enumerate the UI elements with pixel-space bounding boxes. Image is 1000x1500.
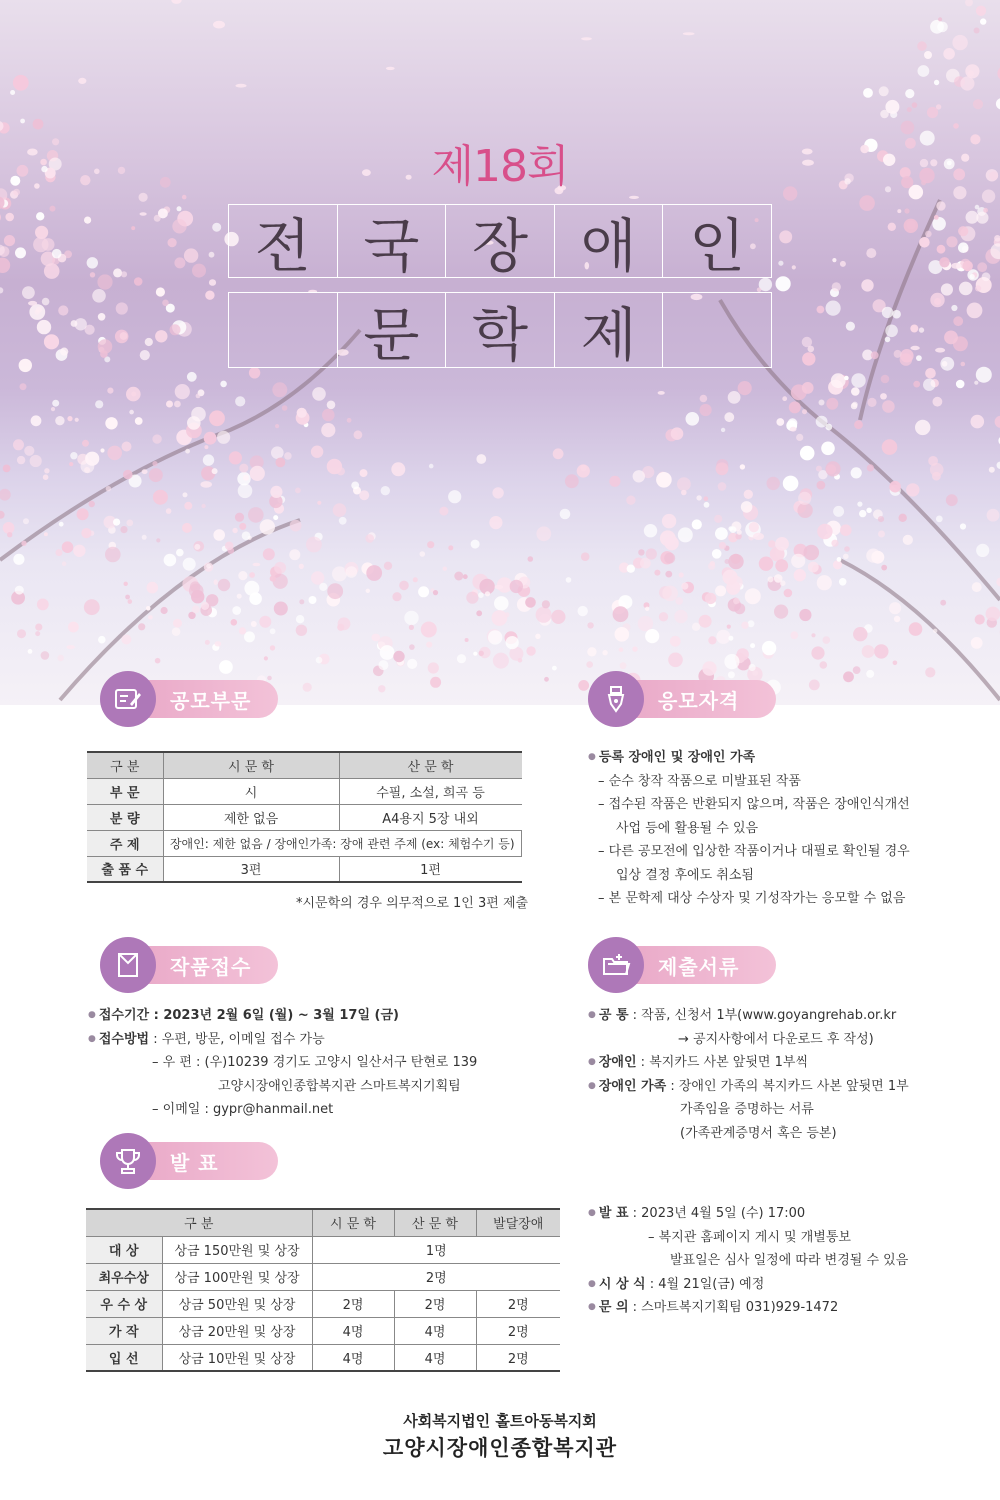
row-label: 가 작 — [86, 1317, 162, 1344]
list-item: – 접수된 작품은 반환되지 않으며, 작품은 장애인식개선 — [598, 797, 910, 812]
column-header: 발달장애 — [476, 1209, 560, 1236]
eligibility-list — [588, 746, 910, 911]
row-label: 입 선 — [86, 1344, 162, 1371]
submission-period — [88, 1004, 477, 1028]
row-label: 출 품 수 — [87, 856, 163, 882]
table-cell: 수필, 소설, 희곡 등 — [339, 778, 522, 804]
section-header-submission — [100, 940, 280, 990]
table-cell: 2명 — [394, 1290, 476, 1317]
item-label: 시 상 식 — [598, 1276, 646, 1292]
item-label: 접수기간 — [98, 1008, 150, 1023]
folder-icon — [588, 937, 644, 993]
announce-ceremony — [588, 1273, 908, 1297]
table-cell: 상금 100만원 및 상장 — [162, 1263, 312, 1290]
hero-banner — [0, 0, 1000, 705]
item-value: 가족임을 증명하는 서류 — [680, 1102, 814, 1117]
submission-method — [88, 1028, 477, 1052]
item-value: : 장애인 가족의 복지카드 사본 앞뒷면 1부 — [666, 1078, 909, 1094]
table-cell: 1편 — [339, 856, 522, 882]
award-table — [86, 1208, 560, 1372]
row-label: 최우수상 — [86, 1263, 162, 1290]
list-item: 입상 결정 후에도 취소됨 — [616, 867, 754, 883]
submission-details — [88, 1004, 477, 1122]
item-label: 접수방법 — [98, 1031, 150, 1047]
item-value: : 스마트복지기획팀 031)929-1472 — [628, 1300, 839, 1315]
doc-common — [588, 1004, 909, 1028]
row-label: 주 제 — [87, 830, 163, 856]
section-header-announcement — [100, 1136, 280, 1186]
row-label: 부 문 — [87, 778, 163, 804]
row-label: 우 수 상 — [86, 1290, 162, 1317]
doc-disabled — [588, 1051, 909, 1075]
title-char — [228, 292, 337, 368]
table-cell: 4명 — [312, 1317, 394, 1344]
document-pen-icon — [100, 671, 156, 727]
trophy-icon — [100, 1133, 156, 1189]
table-header-row — [87, 752, 522, 778]
item-value: : 복지카드 사본 앞뒷면 1부씩 — [636, 1055, 808, 1070]
title-char — [662, 292, 772, 368]
list-item: 사업 등에 활용될 수 있음 — [616, 820, 759, 836]
table-cell: 상금 50만원 및 상장 — [162, 1290, 312, 1317]
section-title: 공모부문 — [170, 688, 252, 713]
item-value: : 우편, 방문, 이메일 접수 가능 — [149, 1031, 325, 1047]
column-header: 구 분 — [86, 1209, 312, 1236]
doc-family — [588, 1075, 909, 1099]
row-label: 분 량 — [87, 804, 163, 830]
table-cell: 3편 — [163, 856, 339, 882]
item-value: → 공지사항에서 다운로드 후 작성) — [678, 1031, 874, 1047]
title-char: 학 — [445, 292, 554, 368]
table-row — [86, 1263, 560, 1290]
item-value: : 2023년 4월 5일 (수) 17:00 — [628, 1206, 806, 1221]
title-char: 제 — [554, 292, 663, 368]
section-header-categories — [100, 674, 280, 724]
announce-date — [588, 1202, 908, 1226]
section-title: 응모자격 — [658, 688, 740, 713]
table-cell: 시 — [163, 778, 339, 804]
section-title: 작품접수 — [170, 954, 252, 979]
fountain-pen-icon — [588, 671, 644, 727]
row-label: 대 상 — [86, 1236, 162, 1263]
column-header: 산 문 학 — [394, 1209, 476, 1236]
table-cell: 2명 — [312, 1290, 394, 1317]
table-cell: 상금 10만원 및 상장 — [162, 1344, 312, 1371]
table-row — [87, 804, 522, 830]
section-title: 발 표 — [170, 1150, 219, 1175]
table-cell: 4명 — [312, 1344, 394, 1371]
envelope-icon — [100, 937, 156, 993]
table-row — [86, 1236, 560, 1263]
table-row — [87, 830, 522, 856]
item-value: : 4월 21일(금) 예정 — [645, 1276, 765, 1292]
eligibility-head: ● 등록 장애인 및 장애인 가족 — [588, 746, 910, 770]
item-value: (가족관계증명서 혹은 등본) — [680, 1125, 837, 1141]
table-row — [86, 1317, 560, 1344]
announcement-details — [588, 1202, 908, 1320]
announce-contact — [588, 1296, 908, 1320]
edition-label: 제18회 — [431, 141, 569, 192]
organizer-name: 고양시장애인종합복지관 — [382, 1436, 618, 1460]
table-row — [87, 778, 522, 804]
email-line: – 이메일 : gypr@hanmail.net — [152, 1102, 334, 1117]
title-char: 장 — [445, 204, 554, 278]
title-row-2 — [228, 292, 772, 368]
organizer-parent: 사회복지법인 홀트아동복지회 — [403, 1412, 597, 1430]
item-label: 장애인 가족 — [598, 1078, 667, 1094]
column-header: 구 분 — [87, 752, 163, 778]
documents-details — [588, 1004, 909, 1145]
table-cell: 상금 20만원 및 상장 — [162, 1317, 312, 1344]
table-cell: 2명 — [312, 1263, 560, 1290]
table-cell: 장애인: 제한 없음 / 장애인가족: 장애 관련 주제 (ex: 체험수기 등) — [163, 830, 522, 856]
table-cell: 4명 — [394, 1344, 476, 1371]
list-item: – 본 문학제 대상 수상자 및 기성작가는 응모할 수 없음 — [598, 891, 906, 906]
section-header-documents — [588, 940, 778, 990]
list-item: – 다른 공모전에 입상한 작품이거나 대필로 확인될 경우 — [598, 844, 910, 859]
column-header: 시 문 학 — [163, 752, 339, 778]
list-item: – 순수 창작 작품으로 미발표된 작품 — [598, 773, 801, 789]
column-header: 산 문 학 — [339, 752, 522, 778]
table-cell: 2명 — [476, 1344, 560, 1371]
title-row-1 — [228, 204, 772, 278]
item-value: 발표일은 심사 일정에 따라 변경될 수 있음 — [670, 1253, 909, 1268]
item-value: : 2023년 2월 6일 (월) ~ 3월 17일 (금) — [149, 1008, 399, 1023]
item-label: 장애인 — [598, 1055, 637, 1070]
table-cell: 상금 150만원 및 상장 — [162, 1236, 312, 1263]
title-char: 국 — [337, 204, 446, 278]
mail-line: 고양시장애인종합복지관 스마트복지기획팀 — [218, 1078, 461, 1094]
item-label: 공 통 — [598, 1008, 629, 1023]
item-label: 발 표 — [598, 1206, 629, 1221]
table-cell: 4명 — [394, 1317, 476, 1344]
table-cell: 2명 — [476, 1317, 560, 1344]
item-value: : 작품, 신청서 1부(www.goyangrehab.or.kr — [628, 1008, 897, 1023]
table-row — [87, 856, 522, 882]
item-value: – 복지관 홈페이지 게시 및 개별통보 — [648, 1229, 851, 1245]
category-note: *시문학의 경우 의무적으로 1인 3편 제출 — [296, 896, 529, 911]
title-char: 전 — [228, 204, 337, 278]
table-cell: 1명 — [312, 1236, 560, 1263]
title-char: 문 — [337, 292, 446, 368]
title-char: 애 — [554, 204, 663, 278]
table-cell: A4용지 5장 내외 — [339, 804, 522, 830]
mail-line: – 우 편 : (우)10239 경기도 고양시 일산서구 탄현로 139 — [152, 1055, 478, 1070]
item-label: 문 의 — [598, 1300, 629, 1315]
table-row — [86, 1344, 560, 1371]
section-header-eligibility — [588, 674, 778, 724]
table-cell: 2명 — [476, 1290, 560, 1317]
table-cell: 제한 없음 — [163, 804, 339, 830]
title-char: 인 — [662, 204, 772, 278]
section-title: 제출서류 — [658, 954, 740, 979]
table-header-row — [86, 1209, 560, 1236]
category-table — [87, 751, 522, 883]
table-row — [86, 1290, 560, 1317]
column-header: 시 문 학 — [312, 1209, 394, 1236]
